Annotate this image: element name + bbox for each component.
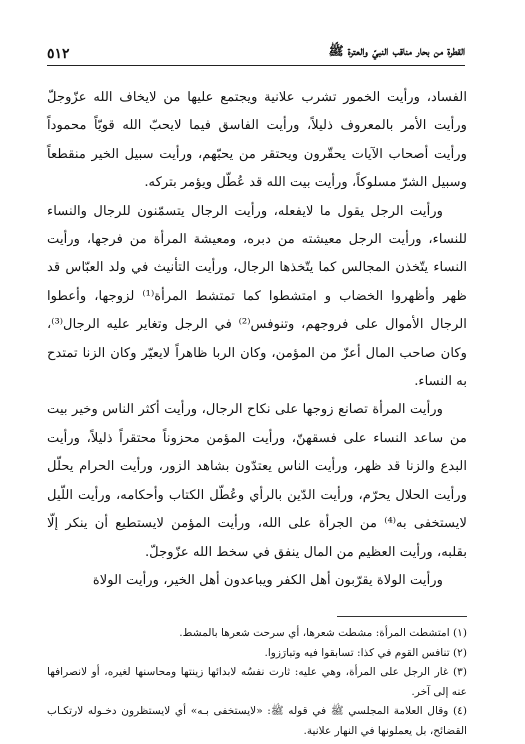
footnote-1: (١) امتشطت المرأة: مشطت شعرها، أي سرحت شعرها بالمشط. — [179, 627, 467, 639]
running-title: القطرة من بحار مناقب النبيّ والعترة ﷺ — [328, 43, 465, 58]
footnote-3: (٣) غار الرجل على المرأة، وهي عليه: ثارت نفسُه لابدائها زينتها ومحاسنها لغيره، أو لانصرافها عنه إلى آخر. — [47, 666, 467, 698]
footnote-separator — [337, 616, 467, 617]
footnotes — [47, 624, 467, 741]
paragraph-2: ورأيت الرجل يقول ما لايفعله، ورأيت الرجال يتسمّنون للرجال والنساء للنساء، ورأيت الرجل معيشته من دبره، ومعيشة المرأة من فرجها، ورأيت النساء يتّخذن المجالس كما يتّخذها الرجال، ورأيت التأنيث في ولد العبّاس قد ظهر وأظهروا الخضاب و امتشطوا كما تمتشط المرأة⁽¹⁾ لزوجها، وأعطوا الرجال الأموال على فروجهم، وتنوفس⁽²⁾ في الرجل وتغاير عليه الرجال⁽³⁾، وكان صاحب المال أعزّ من المؤمن، وكان الربا ظاهراً لايعيّر وكان الزنا تمتدح به النساء. — [47, 203, 467, 390]
paragraph-1: الفساد، ورأيت الخمور تشرب علانية ويجتمع عليها من لايخاف الله عزّوجلّ ورأيت الأمر بالمعروف ذليلاً، ورأيت الفاسق فيما لايحبّ الله قويّاً محموداً ورأيت أصحاب الآيات يحقّرون ويحتقر من يحبّهم، ورأيت سبيل الخير منقطعاً وسبيل الشرّ مسلوكاً، ورأيت بيت الله قد عُطّل ويؤمر بتركه. — [47, 90, 467, 191]
paragraph-4: ورأيت الولاة يقرّبون أهل الكفر ويباعدون أهل الخير، ورأيت الولاة — [92, 572, 443, 588]
footnote-4: (٤) وقال العلامة المجلسي ﷺ في قوله ﷺ: «لايستخفى بـه» أي لايستظرون دخـوله لارتكـاب القضائح، بل يعملونها في النهار علانية. — [47, 705, 467, 737]
page-header — [47, 36, 465, 66]
page-number: ٥١٢ — [47, 46, 70, 62]
paragraph-3: ورأيت المرأة تصانع زوجها على نكاح الرجال، ورأيت أكثر الناس وخير بيت من ساعد النساء على فسقهنّ، ورأيت المؤمن محزوناً محتقراً ذليلاً، ورأيت البدع والزنا قد ظهر، ورأيت الناس يعتدّون بشاهد الزور، ورأيت الحرام يحلّل ورأيت الحلال يحرّم، ورأيت الدّين بالرأي وعُطّل الكتاب وأحكامه، ورأيت اللّيل لايستخفى به⁽⁴⁾ من الجرأة على الله، ورأيت المؤمن لايستطيع أن ينكر إلّا بقلبه، ورأيت العظيم من المال ينفق في سخط الله عزّوجلّ. — [47, 402, 467, 560]
footnote-2: (٢) تنافس القوم في كذا: تسابقوا فيه وتبارَزوا. — [264, 646, 467, 659]
main-text — [47, 84, 467, 595]
